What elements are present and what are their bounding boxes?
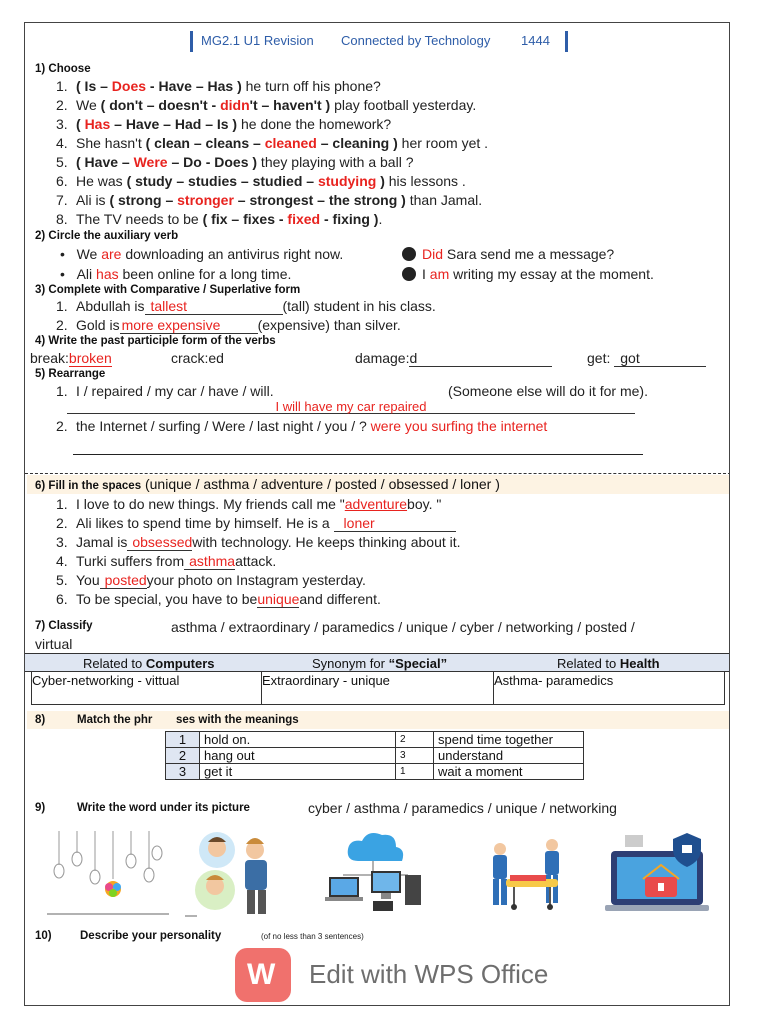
- table-row: 2 hang out 3 understand: [166, 748, 584, 764]
- header-bar: [190, 31, 568, 52]
- s5-answer-1: I will have my car repaired: [67, 399, 635, 414]
- s1-item-3: 3. ( Has – Have – Had – Is ) he done the homework?: [56, 116, 392, 132]
- networking-picture: [323, 831, 433, 915]
- s1-item-2: 2. We ( don't – doesn't - didn't – haven't ) play football yesterday.: [56, 97, 477, 113]
- s5-answer-line-2: [73, 454, 643, 455]
- section-4-title: 4) Write the past participle form of the verbs: [35, 335, 276, 347]
- section-8-title: Match the phr: [77, 714, 153, 726]
- s4-break: break:broken: [30, 350, 112, 366]
- table-row: 3 get it 1 wait a moment: [166, 764, 584, 780]
- dashed-divider: [25, 473, 730, 474]
- section-6-title: 6) Fill in the spaces (unique / asthma / adventure / posted / obsessed / loner ): [35, 476, 500, 492]
- header-year: 1444: [521, 33, 550, 48]
- s1-item-7: 7. Ali is ( strong – stronger – strongest – the strong ) than Jamal.: [56, 192, 483, 208]
- s1-item-4: 4. She hasn't ( clean – cleans – cleaned – cleaning ) her room yet .: [56, 135, 489, 151]
- wps-logo-icon: W: [235, 948, 291, 1002]
- section-1-title: 1) Choose: [35, 63, 91, 75]
- header-subtitle: Connected by Technology: [341, 33, 491, 48]
- s5-hint: (Someone else will do it for me).: [448, 383, 648, 399]
- wps-watermark[interactable]: [235, 948, 615, 1002]
- s1-item-8: 8. The TV needs to be ( fix – fixes - fixed - fixing ).: [56, 211, 383, 227]
- s2-sentence-a: • We are downloading an antivirus right now.: [60, 246, 344, 262]
- s7-head-computers: Related to Computers: [83, 656, 215, 671]
- section-2-title: 2) Circle the auxiliary verb: [35, 230, 179, 242]
- s7-head-health: Related to Health: [557, 656, 660, 671]
- table-row: 1 hold on. 2 spend time together: [166, 732, 584, 748]
- s6-item-2: 2. Ali likes to spend time by himself. He is a loner: [56, 515, 456, 532]
- s6-item-4: 4. Turki suffers from asthmaattack.: [56, 553, 277, 569]
- s4-get: get: got: [587, 350, 706, 367]
- s2-sentence-d: I am writing my essay at the moment.: [402, 266, 654, 282]
- s7-word-bank: asthma / extraordinary / paramedics / unique / cyber / networking / posted /: [171, 619, 635, 635]
- s7-classify-table: [31, 671, 725, 705]
- bullet-dot-icon: [402, 247, 416, 261]
- s8-number: 8): [35, 714, 46, 726]
- s6-item-6: 6. To be special, you have to beuniqueand different.: [56, 591, 381, 607]
- s7-cell-special: Extraordinary - unique: [262, 672, 494, 705]
- s4-damage: damage:d: [355, 350, 552, 367]
- s7-cell-computers: Cyber-networking - vittual: [32, 672, 262, 705]
- s4-crack: crack:ed: [171, 350, 224, 366]
- bullet-dot-icon: [402, 267, 416, 281]
- s7-table-header: [25, 653, 730, 672]
- s6-item-1: 1. I love to do new things. My friends call me "adventureboy. ": [56, 496, 442, 512]
- s3-item-1: 1. Abdullah is tallest (tall) student in his class.: [56, 298, 436, 314]
- s2-sentence-b: Did Sara send me a message?: [402, 246, 614, 262]
- section-3-title: 3) Complete with Comparative / Superlative form: [35, 284, 301, 296]
- section-9-title: Write the word under its picture: [77, 802, 250, 814]
- asthma-picture: [185, 828, 295, 918]
- cyber-security-picture: [603, 829, 715, 917]
- s10-number: 10): [35, 930, 52, 942]
- wps-watermark-text: Edit with WPS Office: [309, 959, 549, 989]
- s5-item-1: 1. I / repaired / my car / have / will.: [56, 383, 274, 399]
- section-5-title: 5) Rearrange: [35, 368, 106, 380]
- s5-item-2: 2. the Internet / surfing / Were / last night / you / ? were you surfing the internet: [56, 418, 548, 434]
- s9-word-bank: cyber / asthma / paramedics / unique / networking: [308, 800, 617, 816]
- paramedics-picture: [480, 831, 580, 915]
- header-code: MG2.1 U1 Revision: [201, 33, 314, 48]
- section-10-title: Describe your personality: [80, 930, 222, 942]
- section-7-title: 7) Classify: [35, 620, 93, 632]
- section-8-title-2: ses with the meanings: [176, 714, 299, 726]
- s1-item-1: 1. ( Is – Does - Have – Has ) he turn off his phone?: [56, 78, 381, 94]
- s6-item-5: 5. You postedyour photo on Instagram yesterday.: [56, 572, 366, 588]
- s3-item-2: 2. Gold is more expensive (expensive) than silver.: [56, 317, 401, 333]
- s7-head-special: Synonym for “Special”: [312, 656, 448, 671]
- s10-note: (of no less than 3 sentences): [261, 932, 364, 941]
- worksheet-page: [24, 22, 730, 1006]
- s1-item-6: 6. He was ( study – studies – studied – studying ) his lessons .: [56, 173, 466, 189]
- s6-item-3: 3. Jamal is obsessedwith technology. He keeps thinking about it.: [56, 534, 461, 550]
- s8-match-table: [165, 731, 584, 780]
- s9-number: 9): [35, 802, 46, 814]
- s2-sentence-c: • Ali has been online for a long time.: [60, 266, 292, 282]
- s1-item-5: 5. ( Have – Were – Do - Does ) they playing with a ball ?: [56, 154, 414, 170]
- s7-word-bank-2: virtual: [35, 636, 73, 652]
- s7-cell-health: Asthma- paramedics: [494, 672, 725, 705]
- lightbulbs-picture: [47, 831, 169, 915]
